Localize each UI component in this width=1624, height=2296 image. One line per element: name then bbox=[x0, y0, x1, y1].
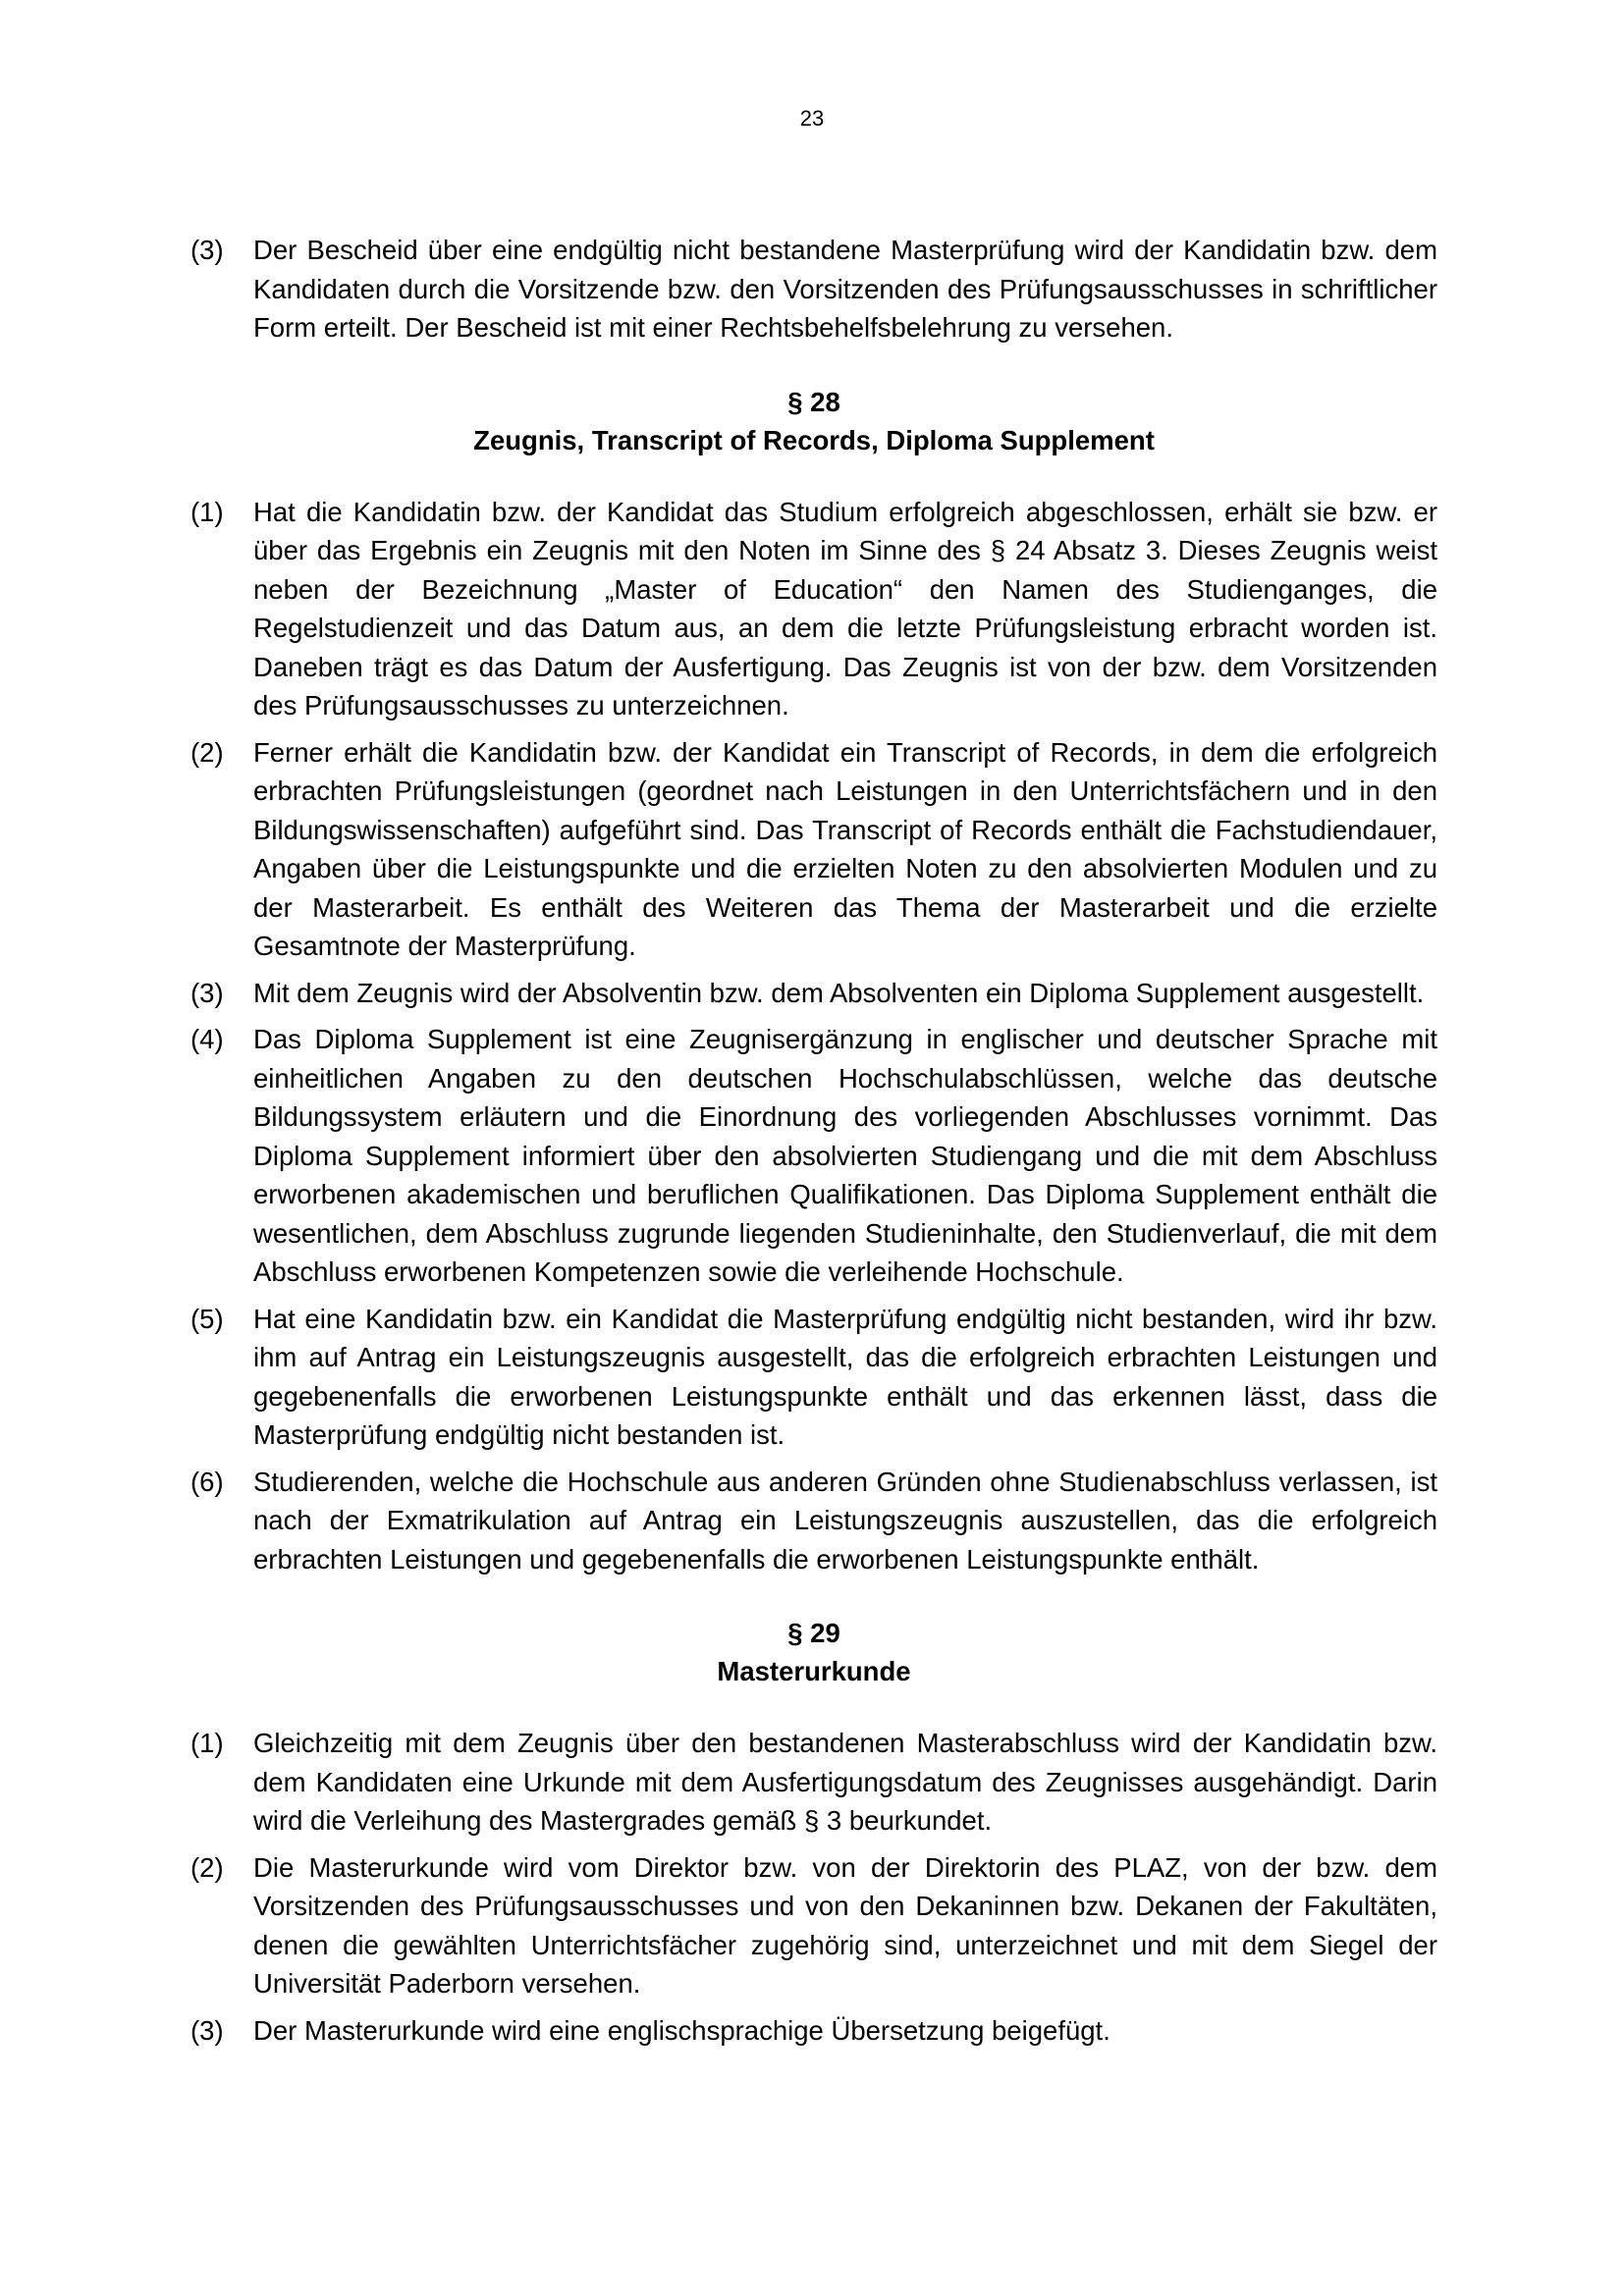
paragraph-number: (3) bbox=[190, 235, 224, 265]
intro-paragraph-3 bbox=[190, 231, 1437, 347]
document-body bbox=[190, 231, 1437, 2057]
paragraph-number: (6) bbox=[190, 1466, 224, 1497]
section-heading-28 bbox=[190, 383, 1437, 459]
section-heading-29 bbox=[190, 1614, 1437, 1690]
paragraph-text: Studierenden, welche die Hochschule aus anderen Gründen ohne Studienabschluss verlassen, ist nach der Exmatrikulation auf Antrag ein Leistungszeugnis auszustellen, das die erfolgreich erbrachten Leistungen und gegebenenfalls die erworbenen Leistungspunkte enthält. bbox=[253, 1466, 1437, 1575]
paragraph-number: (1) bbox=[190, 496, 224, 527]
paragraph-number: (2) bbox=[190, 736, 224, 768]
s29-paragraph-1 bbox=[190, 1724, 1437, 1841]
paragraph-text: Gleichzeitig mit dem Zeugnis über den bestandenen Masterabschluss wird der Kandidatin bzw. dem Kandidaten eine Urkunde mit dem Ausfertigungsdatum des Zeugnisses ausgehändigt. Darin wird die Verleihung des Mastergrades gemäß § 3 beurkundet. bbox=[253, 1728, 1437, 1836]
paragraph-text: Hat die Kandidatin bzw. der Kandidat das Studium erfolgreich abgeschlossen, erhält sie bzw. er über das Ergebnis ein Zeugnis mit den Noten im Sinne des § 24 Absatz 3. Dieses Zeugnis weist neben der Bezeichnung „Master of Education“ den Namen des Studienganges, die Regelstudienzeit und das Datum aus, an dem die letzte Prüfungsleistung erbracht worden ist. Daneben trägt es das Datum der Ausfertigung. Das Zeugnis ist von der bzw. dem Vorsitzenden des Prüfungsausschusses zu unterzeichnen. bbox=[253, 496, 1437, 721]
paragraph-text: Ferner erhält die Kandidatin bzw. der Kandidat ein Transcript of Records, in dem die erfolgreich erbrachten Prüfungsleistungen (geordnet nach Leistungen in den Unterrichtsfächern und in den Bildungswissenschaften) aufgeführt sind. Das Transcript of Records enthält die Fachstudiendauer, Angaben über die Leistungspunkte und die erzielten Noten zu den absolvierten Modulen und zu der Masterarbeit. Es enthält des Weiteren das Thema der Masterarbeit und die erzielte Gesamtnote der Masterprüfung. bbox=[253, 736, 1437, 961]
paragraph-text: Die Masterurkunde wird vom Direktor bzw. von der Direktorin des PLAZ, von der bzw. dem Vorsitzenden des Prüfungsausschusses und von den Dekaninnen bzw. Dekanen der Fakultäten, denen die gewählten Unterrichtsfächer zugehörig sind, unterzeichnet und mit dem Siegel der Universität Paderborn versehen. bbox=[253, 1851, 1437, 1999]
paragraph-text: Hat eine Kandidatin bzw. ein Kandidat die Masterprüfung endgültig nicht bestanden, wird ihr bzw. ihm auf Antrag ein Leistungszeugnis ausgestellt, das die erfolgreich erbrachten Leistungen und gegebenenfalls die erworbenen Leistungspunkte enthält und das erkennen lässt, dass die Masterprüfung endgültig nicht bestanden ist. bbox=[253, 1303, 1437, 1450]
paragraph-number: (3) bbox=[190, 977, 224, 1008]
section-number: § 29 bbox=[787, 1618, 840, 1648]
page-number: 23 bbox=[799, 106, 825, 131]
paragraph-text: Mit dem Zeugnis wird der Absolventin bzw. dem Absolventen ein Diploma Supplement ausgestellt. bbox=[253, 977, 1425, 1008]
paragraph-number: (4) bbox=[190, 1024, 224, 1054]
s28-paragraph-5 bbox=[190, 1300, 1437, 1455]
section-title: Masterurkunde bbox=[717, 1656, 911, 1686]
s28-paragraph-4 bbox=[190, 1020, 1437, 1292]
paragraph-text: Das Diploma Supplement ist eine Zeugnisergänzung in englischer und deutscher Sprache mit einheitlichen Angaben zu den deutschen Hochschulabschlüssen, welche das deutsche Bildungssystem erläutern und die Einordnung des vorliegenden Abschlusses vornimmt. Das Diploma Supplement informiert über den absolvierten Studiengang und die mit dem Abschluss erworbenen akademischen und beruflichen Qualifikationen. Das Diploma Supplement enthält die wesentlichen, dem Abschluss zugrunde liegenden Studieninhalte, den Studienverlauf, die mit dem Abschluss erworbenen Kompetenzen sowie die verleihende Hochschule. bbox=[253, 1024, 1437, 1287]
paragraph-text: Der Masterurkunde wird eine englischsprachige Übersetzung beigefügt. bbox=[253, 2014, 1110, 2046]
s28-paragraph-6 bbox=[190, 1463, 1437, 1579]
s28-paragraph-2 bbox=[190, 733, 1437, 966]
s29-paragraph-2 bbox=[190, 1848, 1437, 2003]
paragraph-number: (2) bbox=[190, 1851, 224, 1883]
s28-paragraph-1 bbox=[190, 493, 1437, 725]
s29-paragraph-3 bbox=[190, 2011, 1437, 2051]
s28-paragraph-3 bbox=[190, 974, 1437, 1013]
paragraph-number: (3) bbox=[190, 2014, 224, 2046]
paragraph-text: Der Bescheid über eine endgültig nicht bestandene Masterprüfung wird der Kandidatin bzw. dem Kandidaten durch die Vorsitzende bzw. den Vorsitzenden des Prüfungsausschusses in schriftlicher Form erteilt. Der Bescheid ist mit einer Rechtsbehelfsbelehrung zu versehen. bbox=[253, 235, 1437, 343]
section-title: Zeugnis, Transcript of Records, Diploma Supplement bbox=[473, 424, 1155, 455]
paragraph-number: (1) bbox=[190, 1728, 224, 1758]
section-number: § 28 bbox=[787, 386, 840, 417]
paragraph-number: (5) bbox=[190, 1303, 224, 1334]
